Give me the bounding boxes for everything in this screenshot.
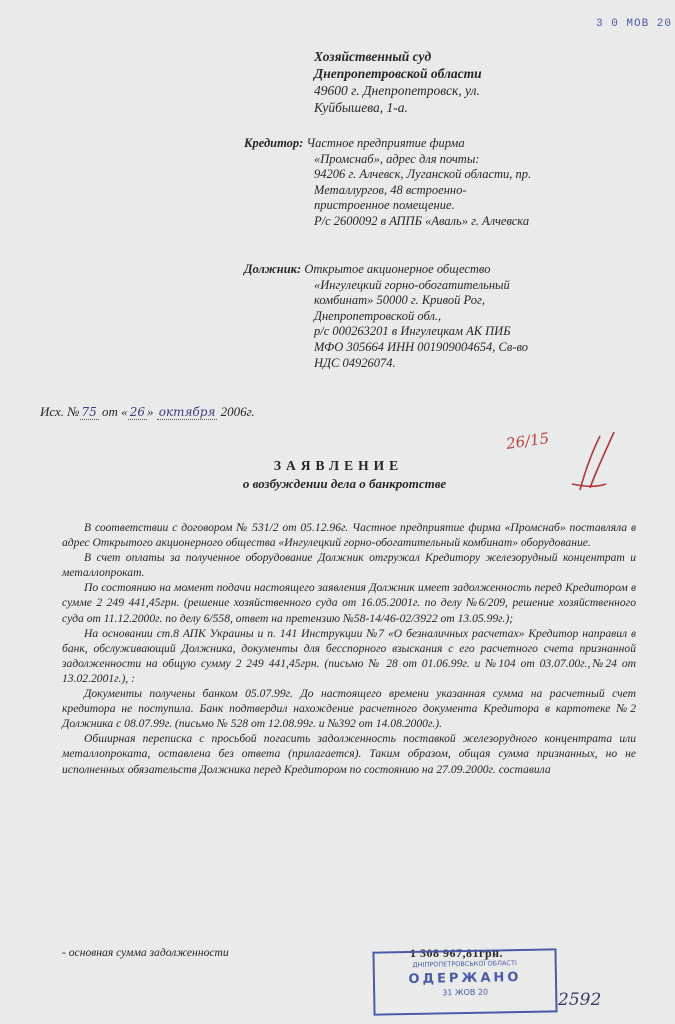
creditor-line: Р/с 2600092 в АППБ «Аваль» г. Алчевска [314,213,530,228]
debtor-line: комбинат» 50000 г. Кривой Рог, [314,293,485,308]
debtor-label: Должник: [244,262,302,276]
creditor-block [244,136,644,230]
paragraph: По состоянию на момент подачи настоящего заявления Должник имеет задолженность перед Кредитором в сумме 2 249 441,45грн. (решение хозяйственного суда от 16.05.2001г. по делу №6/209, решение хозяйственного суда от 11.12.2000г. по делу 6/558, ответ на претензию №58-14/46-02/3922 от 13.05.99г.); [62,581,636,625]
stamp-line: ДНІПРОПЕТРОВСЬКОЇ ОБЛАСТІ [412,959,517,969]
document-subtitle: о возбуждении дела о банкротстве [242,476,447,491]
court-address-line1: 49600 г. Днепропетровск, ул. [314,83,480,98]
paragraph: Документы получены банком 05.07.99г. До настоящего времени указанная сумма на расчетный счет кредитора не поступила. Банк подтвердил нахождение расчетного документа Кредитора в картотеке №2 Должника с 08.07.99г. (письмо № 528 от 12.08.99г. и №392 от 14.08.2000г.). [62,687,636,731]
creditor-line: Металлургов, 48 встроенно- [314,182,467,197]
handwritten-number: 2592 [558,990,602,1010]
debtor-line: р/с 000263201 в Ингулецкам АК ПИБ [314,324,511,339]
debtor-line: МФО 305664 ИНН 001909004654, Св-во [314,339,528,354]
outgoing-year: 2006г. [220,404,255,419]
stamp-title: ОДЕРЖАНО [408,970,522,987]
creditor-label: Кредитор: [244,136,304,150]
paragraph: В счет оплаты за полученное оборудование Должник отгружал Кредитору железорудный концентрат и металлопрокат. [62,551,636,580]
paragraph: На основании ст.8 АПК Украины и п. 141 Инструкции №7 «О безналичных расчетах» Кредитор направил в банк, обслуживающий Должника, документы для бесспорного взыскания с его расчетного счета признанной задолженности на общую сумму 2 249 441,45грн. (письмо № 28 от 01.06.99г. и №104 от 03.07.00г.,№24 от 13.02.2001г.), : [62,626,636,685]
outgoing-number-value: 75 [81,405,97,419]
outgoing-prefix: Исх. № [40,404,80,419]
debtor-line: Днепропетровской обл., [314,308,442,323]
resolution-text: 26/15 [504,429,551,453]
paragraph: Обширная переписка с просьбой погасить задолженность поставкой железорудного концентрата или металлопроката, оставлена без ответа (прилагается). Таким образом, общая сумма признанных, но не исполненных обязательств Должника перед Кредитором по состоянию на 27.09.2000г. составила [62,732,636,776]
court-address-block [314,48,644,116]
stamp-date: 31 ЖОВ 20 [442,987,489,998]
outgoing-number [40,404,255,420]
outgoing-day: 26 [129,405,145,419]
creditor-line: пристроенное помещение. [314,198,455,213]
creditor-line: «Промснаб», адрес для почты: [314,151,480,166]
paragraph: В соответствии с договором № 531/2 от 05.12.96г. Частное предприятие фирма «Промснаб» поставляла в адрес Открытого акционерного общества «Ингулецкий горно-обогатительный комбинат» оборудование. [62,521,636,550]
court-address-line2: Куйбышева, 1-а. [314,100,408,115]
outgoing-from: от « [102,404,128,419]
sum-label: - основная сумма задолженности [62,946,229,959]
body-text [62,520,636,777]
sum-amount: 1 308 967,81грн. [410,946,504,960]
outgoing-month: октября [158,405,216,419]
date-stamp: 3 0 MOB 20 [596,18,673,30]
creditor-line: 94206 г. Алчевск, Луганской области, пр. [314,167,532,182]
creditor-line: Частное предприятие фирма [306,136,465,150]
document-title: ЗАЯВЛЕНИЕ [273,458,404,473]
received-stamp [372,948,557,1015]
court-name-line2: Днепропетровской области [314,66,482,81]
debtor-line: «Ингулецкий горно-обогатительный [314,277,510,292]
outgoing-sep: » [146,404,154,419]
debtor-line: НДС 04926074. [314,355,396,370]
debtor-block [244,262,644,371]
court-name-line1: Хозяйственный суд [314,49,432,64]
debtor-line: Открытое акционерное общество [304,262,491,276]
